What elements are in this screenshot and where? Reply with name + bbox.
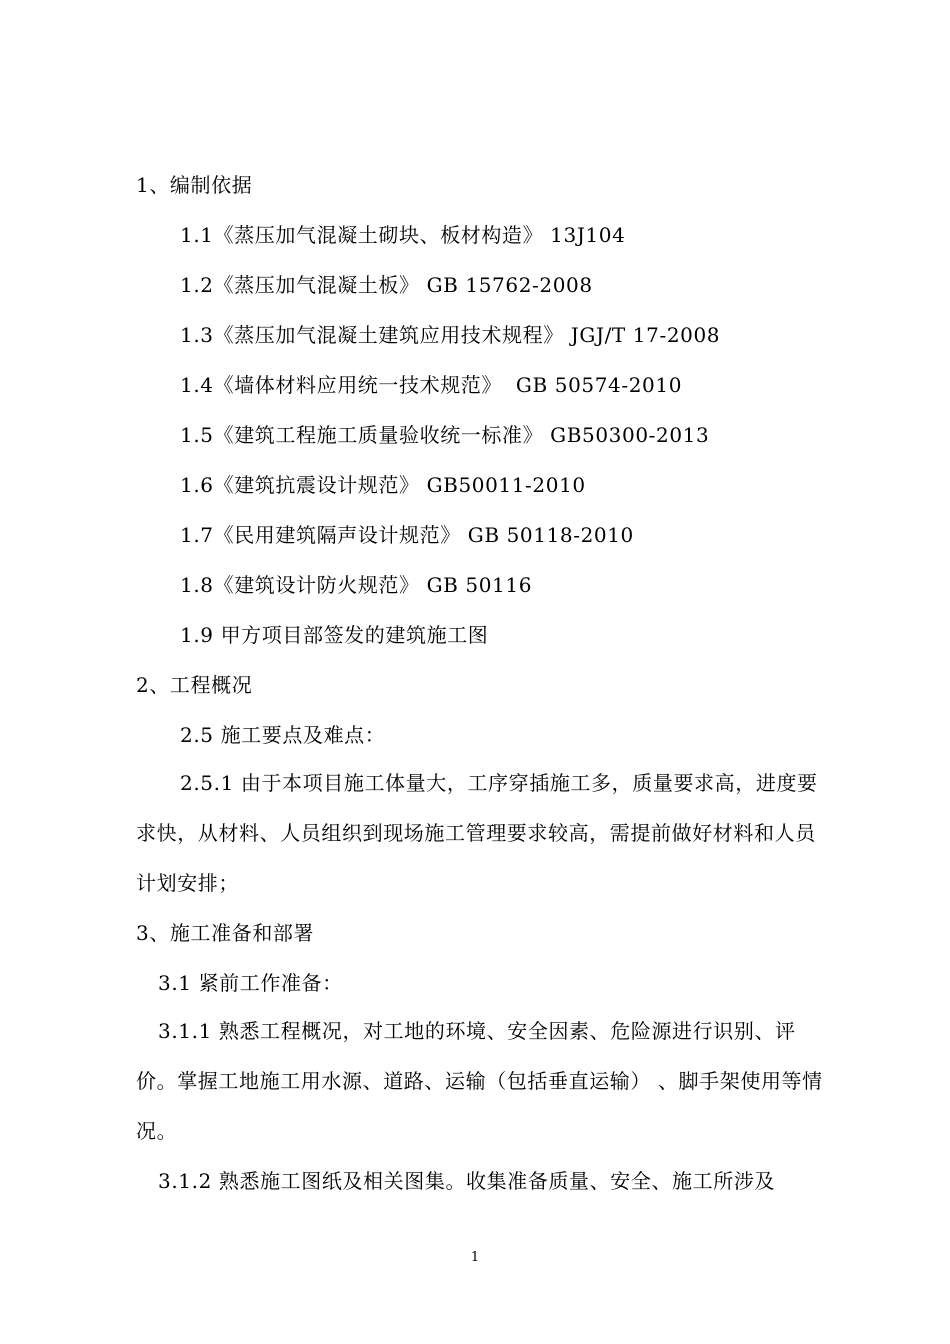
paragraph-3-1-2	[136, 1156, 836, 1206]
paragraph-2-5-1	[136, 758, 836, 908]
reference-item-1-5: 1.5《建筑工程施工质量验收统一标准》 GB50300-2013	[180, 423, 710, 447]
section-2-5-heading: 2.5 施工要点及难点：	[180, 723, 386, 747]
paragraph-3-1-1-text: 3.1.1 熟悉工程概况，对工地的环境、安全因素、危险源进行识别、评价。掌握工地施工用水源、道路、运输（包括垂直运输） 、脚手架使用等情况。	[136, 1019, 823, 1143]
reference-item-1-9: 1.9 甲方项目部签发的建筑施工图	[180, 623, 489, 647]
paragraph-3-1-1	[136, 1006, 836, 1156]
section-2-heading: 2、工程概况	[136, 673, 253, 697]
reference-item-1-4: 1.4《墙体材料应用统一技术规范》 GB 50574-2010	[180, 373, 683, 397]
reference-item-1-8: 1.8《建筑设计防火规范》 GB 50116	[180, 573, 533, 597]
reference-item-1-7: 1.7《民用建筑隔声设计规范》 GB 50118-2010	[180, 523, 634, 547]
section-1-heading: 1、编制依据	[136, 173, 253, 197]
reference-item-1-2: 1.2《蒸压加气混凝土板》 GB 15762-2008	[180, 273, 593, 297]
reference-item-1-6: 1.6《建筑抗震设计规范》 GB50011-2010	[180, 473, 586, 497]
reference-item-1-3: 1.3《蒸压加气混凝土建筑应用技术规程》 JGJ/T 17-2008	[180, 323, 721, 347]
section-3-1-heading: 3.1 紧前工作准备：	[158, 971, 343, 995]
paragraph-2-5-1-text: 2.5.1 由于本项目施工体量大，工序穿插施工多，质量要求高，进度要求快，从材料、人员组织到现场施工管理要求较高，需提前做好材料和人员计划安排；	[136, 771, 818, 895]
page-number: 1	[470, 1250, 480, 1265]
paragraph-3-1-2-text: 3.1.2 熟悉施工图纸及相关图集。收集准备质量、安全、施工所涉及	[158, 1169, 776, 1193]
reference-item-1-1: 1.1《蒸压加气混凝土砌块、板材构造》 13J104	[180, 223, 626, 247]
section-3-heading: 3、施工准备和部署	[136, 921, 315, 945]
